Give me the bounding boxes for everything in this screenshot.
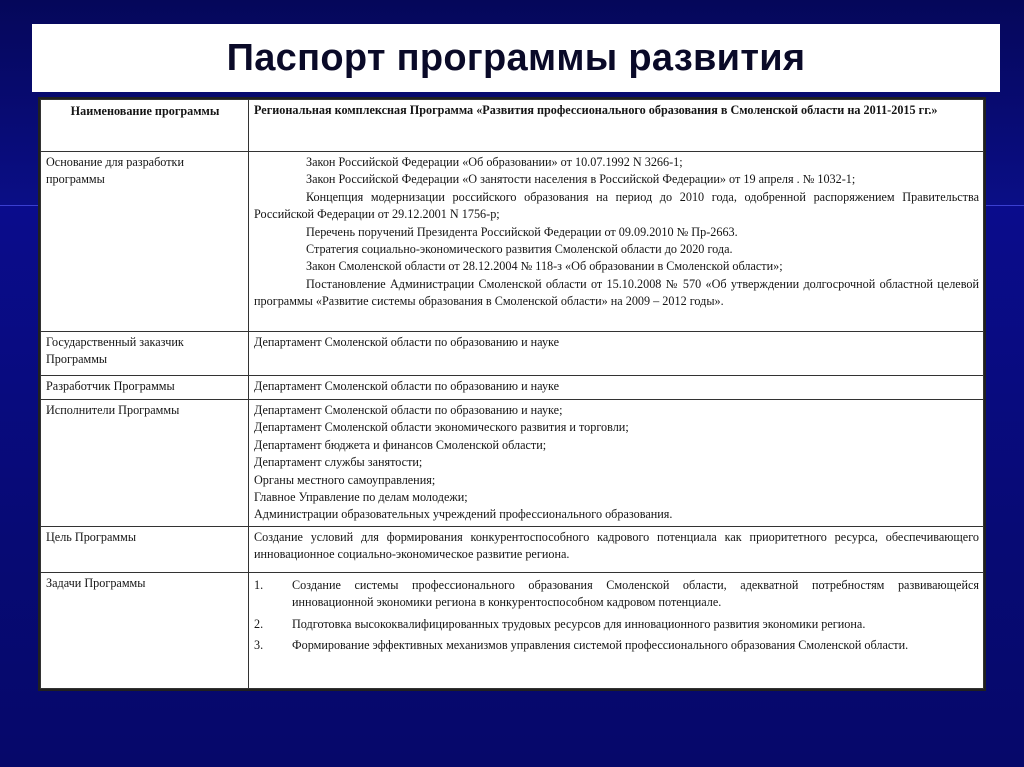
label-tasks: Задачи Программы (41, 572, 249, 688)
task-item: 2. Подготовка высококвалифицированных трудовых ресурсов для инновационного развития экономики региона. (254, 616, 866, 631)
task-item: 3. Формирование эффективных механизмов управления системой профессионального образования Смоленской области. (254, 638, 909, 653)
label-developer: Разработчик Программы (41, 376, 249, 400)
executor-line: Департамент службы занятости; (254, 455, 423, 470)
executor-line: Департамент Смоленской области по образованию и науке; (254, 403, 563, 417)
basis-line: Перечень поручений Президента Российской Федерации от 09.09.2010 № Пр-2663. (306, 224, 738, 239)
executor-line: Органы местного самоуправления; (254, 472, 436, 487)
label-basis: Основание для разработки программы (41, 152, 249, 332)
basis-line: Постановление Администрации Смоленской области от 15.10.2008 № 570 «Об утверждении долгосрочной областной целевой программы «Развитие системы образования в Смоленской области» на 2009 – 2012 годы». (254, 276, 979, 309)
passport-table (38, 97, 986, 691)
row-executors (41, 400, 984, 527)
row-basis (41, 152, 984, 332)
value-developer: Департамент Смоленской области по образованию и науке (249, 376, 984, 400)
basis-line: Закон Смоленской области от 28.12.2004 № 118-з «Об образовании в Смоленской области»; (306, 259, 783, 274)
row-program-name (41, 100, 984, 152)
title-box (32, 24, 1000, 92)
executor-line: Департамент Смоленской области экономического развития и торговли; (254, 420, 629, 435)
page-title: Паспорт программы развития (226, 36, 806, 79)
row-goal (41, 526, 984, 572)
task-item: 1. Создание системы профессионального образования Смоленской области, адекватной потребностям развивающейся инновационной экономики региона в конкурентоспособном кадровом потенциале. (254, 577, 979, 610)
label-customer: Государственный заказчик Программы (41, 332, 249, 376)
row-developer (41, 376, 984, 400)
executor-line: Администрации образовательных учреждений профессионального образования. (254, 507, 673, 522)
executor-line: Главное Управление по делам молодежи; (254, 490, 468, 505)
value-goal: Создание условий для формирования конкурентоспособного кадрового потенциала как приоритетного ресурса, обеспечивающего инновационное социально-экономическое развитие региона. (249, 526, 984, 572)
label-executors: Исполнители Программы (41, 400, 249, 527)
row-customer (41, 332, 984, 376)
row-tasks (41, 572, 984, 688)
value-customer: Департамент Смоленской области по образованию и науке (249, 332, 984, 376)
label-goal: Цель Программы (41, 526, 249, 572)
value-executors (249, 400, 984, 527)
label-program-name: Наименование программы (41, 100, 249, 152)
value-tasks (249, 572, 984, 688)
basis-line: Закон Российской Федерации «О занятости населения в Российской Федерации» от 19 апреля . № 1032-1; (306, 172, 856, 187)
basis-line: Стратегия социально-экономического развития Смоленской области до 2020 года. (306, 242, 733, 257)
value-basis (249, 152, 984, 332)
basis-line: Закон Российской Федерации «Об образовании» от 10.07.1992 N 3266-1; (306, 155, 683, 169)
value-program-name: Региональная комплексная Программа «Развития профессионального образования в Смоленской области на 2011-2015 гг.» (249, 100, 984, 152)
basis-line: Концепция модернизации российского образования на период до 2010 года, одобренной распоряжением Правительства Российской Федерации от 29.12.2001 N 1756-р; (254, 189, 979, 222)
executor-line: Департамент бюджета и финансов Смоленской области; (254, 437, 547, 452)
